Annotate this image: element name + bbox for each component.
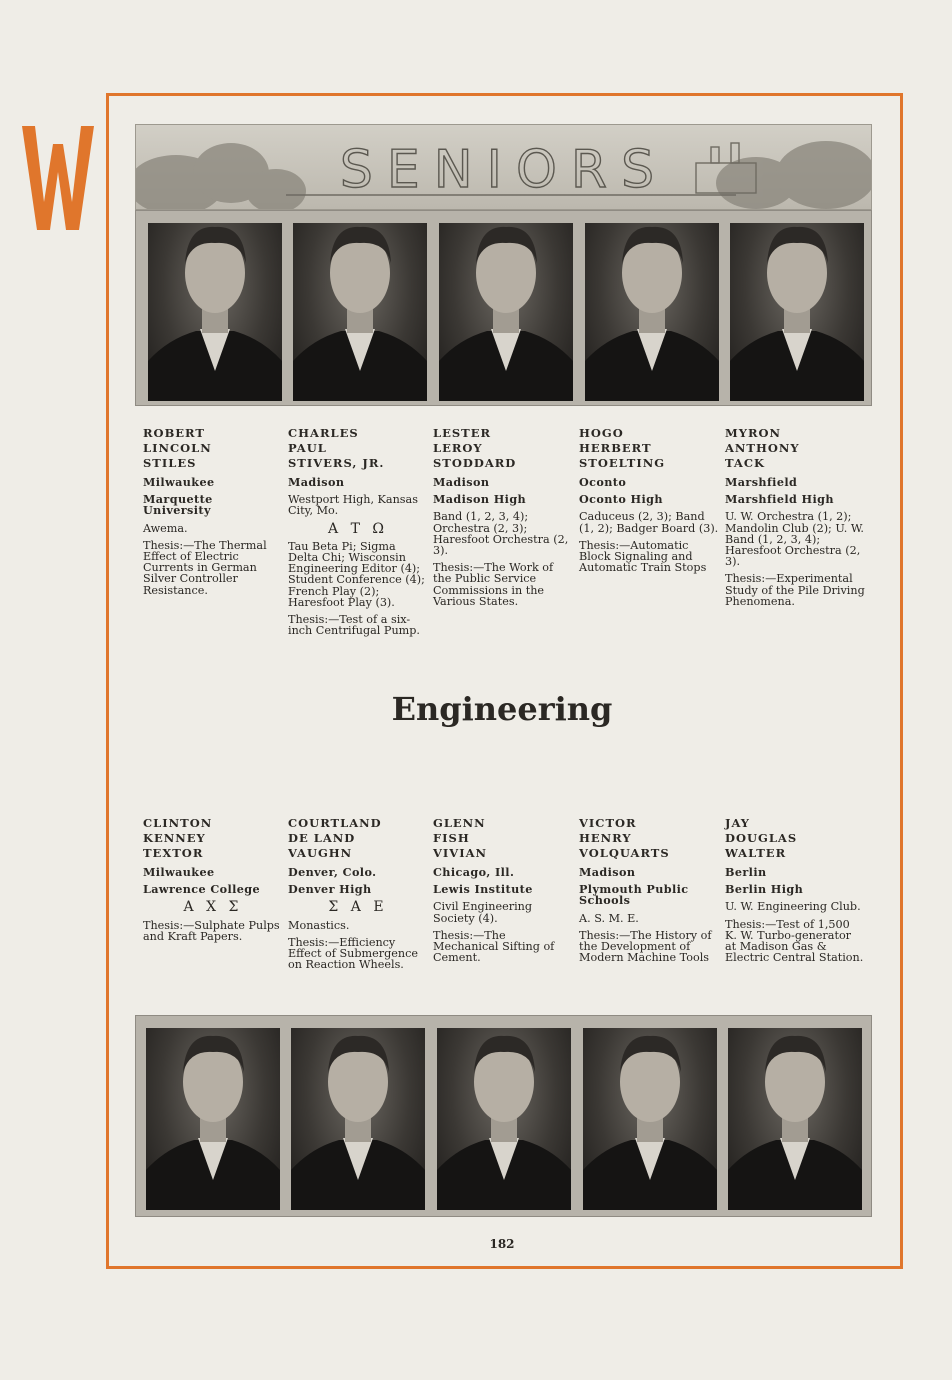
thesis-text: Thesis:—Automatic Block Signaling and Automatic Train Stops: [579, 538, 707, 575]
seniors-banner: [135, 124, 872, 210]
page-number: 182: [489, 1237, 515, 1251]
senior-name-line: MYRON: [725, 426, 782, 440]
thesis-text: Thesis:—Efficiency Effect of Submergence on Reaction Wheels.: [288, 935, 418, 972]
senior-name-line: CHARLES: [288, 426, 359, 440]
portrait-photo: [585, 223, 719, 401]
senior-name-line: FISH: [433, 831, 470, 845]
senior-name-line: WALTER: [725, 846, 787, 860]
senior-name-line: STIVERS, JR.: [288, 456, 385, 470]
bio-detail: Civil Engineering Society (4).: [433, 900, 533, 925]
senior-name-line: VAUGHN: [288, 846, 353, 860]
senior-name-line: TEXTOR: [143, 846, 204, 860]
senior-bio: [143, 426, 283, 596]
bio-detail: Marshfield High: [725, 492, 834, 507]
senior-bio: [143, 816, 283, 942]
senior-name-line: GLENN: [433, 816, 486, 830]
senior-name-line: HOGO: [579, 426, 624, 440]
senior-bio: [725, 426, 865, 607]
portrait-photo: [437, 1028, 571, 1210]
fraternity-letters: Α Χ Σ: [183, 899, 243, 916]
senior-name-line: CLINTON: [143, 816, 213, 830]
thesis-text: Thesis:—Experimental Study of the Pile Driving Phenomena.: [725, 572, 865, 608]
section-heading: Engineering: [391, 690, 613, 728]
thesis-text: Thesis:—The History of the Development of Modern Machine Tools: [579, 928, 712, 965]
senior-bio: [725, 816, 865, 963]
bio-detail: Denver High: [288, 882, 372, 897]
senior-name-line: STILES: [143, 456, 197, 470]
portrait-photo: [583, 1028, 717, 1210]
bio-detail: Awema.: [143, 521, 188, 535]
bio-detail: U. W. Orchestra (1, 2); Mandolin Club (2); U. W. Band (1, 2, 3, 4); Haresfoot Orchestra (2, 3).: [725, 510, 864, 569]
senior-name-line: KENNEY: [143, 831, 206, 845]
portrait-photo: [730, 223, 864, 401]
bio-detail: Marshfield: [725, 475, 798, 489]
portrait-photo: [148, 223, 282, 401]
senior-bio: [288, 426, 428, 636]
senior-bio: [579, 816, 719, 963]
fraternity-letters: Σ Α Ε: [328, 899, 388, 916]
senior-name-line: DE LAND: [288, 831, 356, 845]
portrait-photo: [728, 1028, 862, 1210]
senior-name-line: VICTOR: [579, 816, 637, 830]
senior-name-line: LESTER: [433, 426, 492, 440]
bio-detail: A. S. M. E.: [579, 911, 639, 925]
bio-detail: Madison: [579, 865, 636, 879]
bio-detail: Madison High: [433, 492, 527, 507]
senior-name-line: HERBERT: [579, 441, 652, 455]
portrait-photo: [291, 1028, 425, 1210]
thesis-text: Thesis:—Test of 1,500 K. W. Turbo-generator at Madison Gas & Electric Central Station.: [725, 917, 864, 965]
photo-strip-bottom: [135, 1015, 872, 1217]
thesis-text: Thesis:—The Thermal Effect of Electric Currents in German Silver Controller Resistance.: [143, 538, 267, 597]
bio-detail: Chicago, Ill.: [433, 865, 515, 879]
bio-detail: Berlin: [725, 865, 767, 879]
senior-name-line: ANTHONY: [725, 441, 800, 455]
fraternity-letters: Α Τ Ω: [328, 520, 388, 537]
senior-name-line: STODDARD: [433, 456, 517, 470]
senior-name-line: LEROY: [433, 441, 483, 455]
senior-bio: [433, 426, 573, 607]
bio-detail: Milwaukee: [143, 475, 215, 489]
bio-detail: Denver, Colo.: [288, 865, 377, 879]
thesis-text: Thesis:—The Work of the Public Service Commissions in the Various States.: [433, 561, 554, 608]
senior-name-line: TACK: [725, 456, 765, 470]
senior-name-line: PAUL: [288, 441, 327, 455]
photo-strip-top: [135, 210, 872, 406]
bio-detail: Berlin High: [725, 882, 804, 897]
portrait-photo: [146, 1028, 280, 1210]
bio-detail: Milwaukee: [143, 865, 215, 879]
bio-detail: Madison: [433, 475, 490, 489]
bio-detail: Marquette University: [143, 492, 213, 518]
thesis-text: Thesis:—The Mechanical Sifting of Cement.: [433, 928, 555, 965]
senior-name-line: JAY: [725, 816, 751, 830]
bio-detail: Lawrence College: [143, 882, 261, 897]
senior-name-line: HENRY: [579, 831, 632, 845]
thesis-text: Thesis:—Test of a six-inch Centrifugal Pump.: [288, 613, 420, 638]
bio-detail: Oconto High: [579, 492, 663, 507]
senior-name-line: ROBERT: [143, 426, 205, 440]
bio-detail: Westport High, Kansas City, Mo.: [288, 493, 418, 518]
senior-bio: [288, 816, 428, 970]
w-logo: [22, 126, 94, 230]
bio-detail: Plymouth Public Schools: [579, 882, 689, 908]
bio-detail: Tau Beta Pi; Sigma Delta Chi; Wisconsin Engineering Editor (4); Student Conference (4); French Play (2); Haresfoot Play (3).: [288, 539, 425, 609]
senior-bio: [433, 816, 573, 963]
senior-name-line: COURTLAND: [288, 816, 382, 830]
portrait-photo: [293, 223, 427, 401]
portrait-photo: [439, 223, 573, 401]
bio-detail: Monastics.: [288, 918, 350, 932]
senior-name-line: LINCOLN: [143, 441, 212, 455]
bio-detail: Band (1, 2, 3, 4); Orchestra (2, 3); Haresfoot Orchestra (2, 3).: [433, 510, 569, 558]
bio-detail: Madison: [288, 475, 345, 489]
bio-detail: Oconto: [579, 475, 627, 489]
bio-detail: Lewis Institute: [433, 882, 533, 897]
senior-name-line: VOLQUARTS: [579, 846, 670, 860]
senior-name-line: VIVIAN: [433, 846, 488, 860]
senior-bio: [579, 426, 719, 573]
bio-detail: U. W. Engineering Club.: [725, 900, 861, 914]
senior-name-line: DOUGLAS: [725, 831, 798, 845]
bio-detail: Caduceus (2, 3); Band (1, 2); Badger Board (3).: [579, 510, 719, 535]
senior-name-line: STOELTING: [579, 456, 666, 470]
thesis-text: Thesis:—Sulphate Pulps and Kraft Papers.: [143, 918, 280, 943]
banner-title: SENIORS: [339, 140, 669, 200]
